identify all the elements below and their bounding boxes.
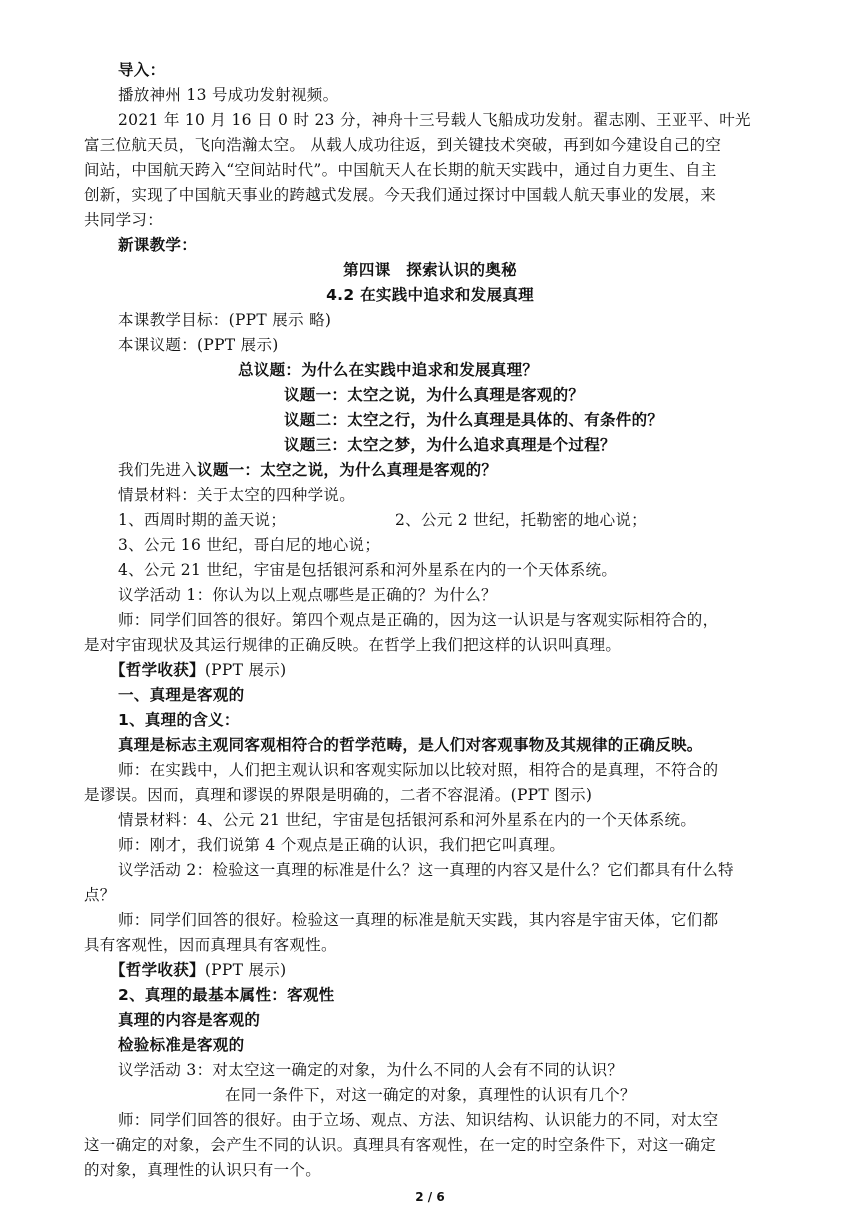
paragraph: 在同一条件下，对这一确定的对象，真理性的认识有几个？: [225, 1086, 636, 1104]
paragraph: 创新，实现了中国航天事业的跨越式发展。今天我们通过探讨中国载人航天事业的发展，来: [84, 186, 717, 204]
paragraph: 本课议题：(PPT 展示): [118, 336, 279, 354]
topic-2: 议题二：太空之行，为什么真理是具体的、有条件的？: [284, 411, 664, 429]
paragraph: 富三位航天员，飞向浩瀚太空。 从载人成功往返，到关键技术突破，再到如今建设自己的空: [84, 136, 722, 154]
list-item: 4、公元 21 世纪，宇宙是包括银河系和河外星系在内的一个天体系统。: [118, 561, 618, 579]
paragraph: 是对宇宙现状及其运行规律的正确反映。在哲学上我们把这样的认识叫真理。: [84, 636, 622, 654]
section-heading: 2、真理的最基本属性：客观性: [118, 986, 335, 1004]
paragraph: 情景材料：4、公元 21 世纪，宇宙是包括银河系和河外星系在内的一个天体系统。: [118, 811, 697, 829]
intro-heading: 导入：: [118, 61, 166, 79]
paragraph: 师：同学们回答的很好。由于立场、观点、方法、知识结构、认识能力的不同，对太空: [118, 1111, 719, 1129]
lesson-subtitle: 4.2 在实践中追求和发展真理: [326, 286, 534, 304]
section-heading: 一、真理是客观的: [118, 686, 245, 704]
point: 真理的内容是客观的: [118, 1011, 261, 1029]
ppt-note: (PPT 展示): [204, 961, 287, 979]
lesson-title: 第四课 探索认识的奥秘: [343, 261, 517, 279]
list-item: 3、公元 16 世纪，哥白尼的地心说；: [118, 536, 381, 554]
paragraph: [110, 958, 810, 982]
paragraph: 本课教学目标：(PPT 展示 略): [118, 311, 332, 329]
paragraph: [110, 658, 810, 682]
paragraph: 间站，中国航天跨入“空间站时代”。中国航天人在长期的航天实践中，通过自力更生、自主: [84, 161, 717, 179]
paragraph: 师：同学们回答的很好。第四个观点是正确的，因为这一认识是与客观实际相符合的，: [118, 611, 719, 629]
intro-text: 我们先进入: [118, 461, 198, 479]
ppt-note: (PPT 展示): [204, 661, 287, 679]
main-topic: 总议题：为什么在实践中追求和发展真理？: [238, 361, 539, 379]
paragraph: 具有客观性，因而真理具有客观性。: [84, 936, 337, 954]
paragraph: 师：同学们回答的很好。检验这一真理的标准是航天实践，其内容是宇宙天体，它们都: [118, 911, 719, 929]
list-item: 2、公元 2 世纪，托勒密的地心说；: [395, 511, 647, 529]
paragraph: 师：刚才，我们说第 4 个观点是正确的认识，我们把它叫真理。: [118, 836, 566, 854]
section-heading: 1、真理的含义：: [118, 711, 240, 729]
paragraph: 议学活动 1：你认为以上观点哪些是正确的？为什么？: [118, 586, 497, 604]
paragraph: [118, 458, 818, 482]
paragraph: 议学活动 3：对太空这一确定的对象，为什么不同的人会有不同的认识？: [118, 1061, 624, 1079]
definition: 真理是标志主观同客观相符合的哲学范畴，是人们对客观事物及其规律的正确反映。: [118, 736, 703, 754]
paragraph: 情景材料：关于太空的四种学说。: [118, 486, 356, 504]
page-number: 2 / 6: [415, 1190, 445, 1204]
paragraph: 是谬误。因而，真理和谬误的界限是明确的，二者不容混淆。(PPT 图示): [84, 786, 593, 804]
paragraph: 的对象，真理性的认识只有一个。: [84, 1161, 322, 1179]
section-heading: 新课教学：: [118, 236, 198, 254]
paragraph: 播放神州 13 号成功发射视频。: [118, 86, 339, 104]
topic-1: 议题一：太空之说，为什么真理是客观的？: [284, 386, 585, 404]
topic-3: 议题三：太空之梦，为什么追求真理是个过程？: [284, 436, 616, 454]
harvest-label: 【哲学收获】: [110, 961, 205, 979]
paragraph: 师：在实践中，人们把主观认识和客观实际加以比较对照，相符合的是真理，不符合的: [118, 761, 719, 779]
paragraph: 共同学习：: [84, 211, 164, 229]
paragraph: 这一确定的对象，会产生不同的认识。真理具有客观性，在一定的时空条件下，对这一确定: [84, 1136, 717, 1154]
list-item: 1、西周时期的盖天说；: [118, 511, 287, 529]
paragraph: 议学活动 2：检验这一真理的标准是什么？这一真理的内容又是什么？它们都具有什么特: [118, 861, 734, 879]
topic-1-inline: 议题一：太空之说，为什么真理是客观的？: [197, 461, 498, 479]
paragraph: 点？: [84, 886, 116, 904]
harvest-label: 【哲学收获】: [110, 661, 205, 679]
point: 检验标准是客观的: [118, 1036, 245, 1054]
paragraph: 2021 年 10 月 16 日 0 时 23 分，神舟十三号载人飞船成功发射。翟志刚、王亚平、叶光: [118, 111, 751, 129]
